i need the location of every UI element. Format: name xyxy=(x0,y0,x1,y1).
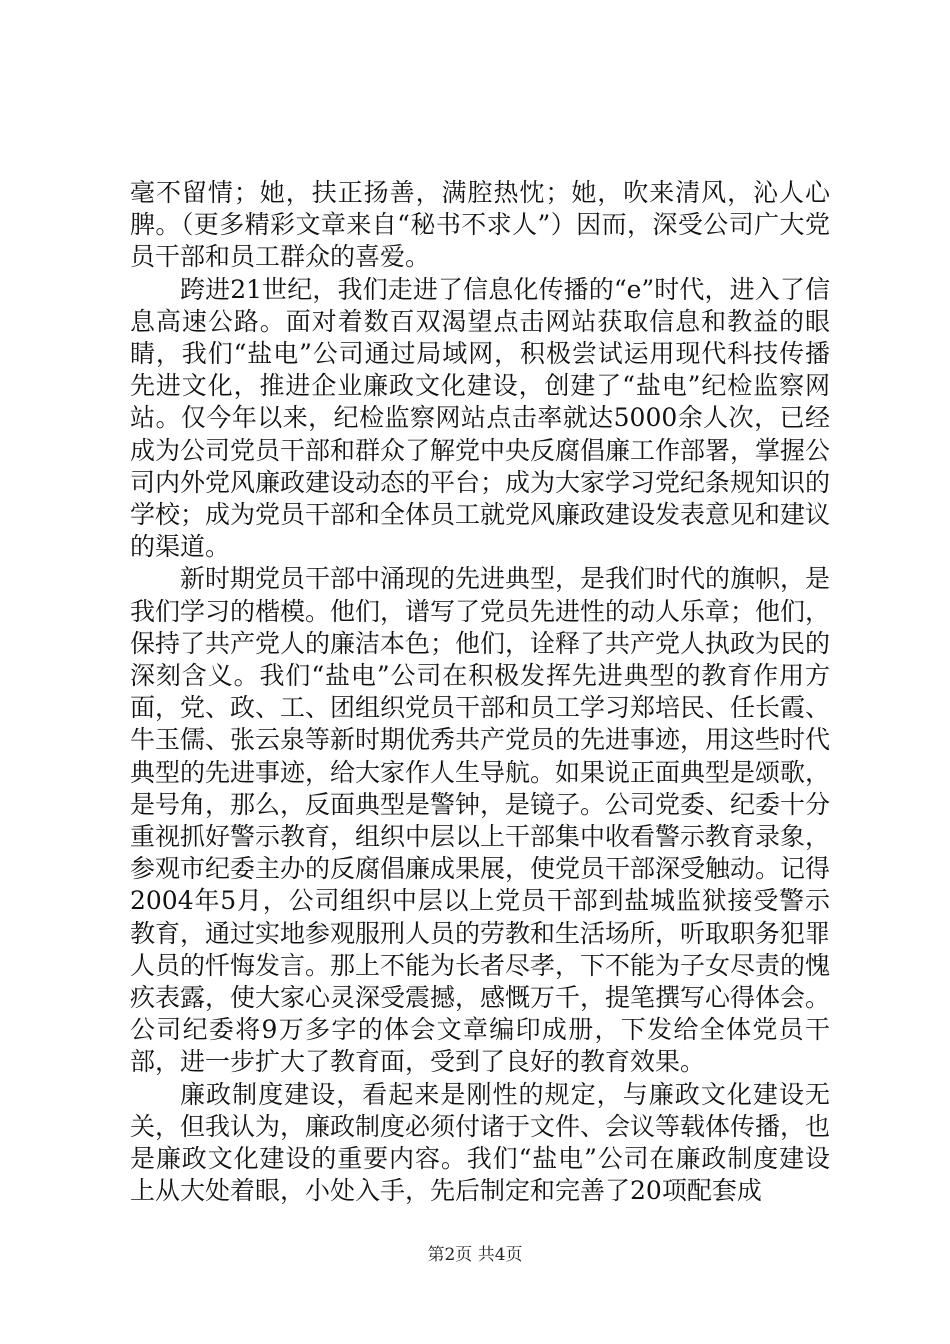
paragraph-continuation: 毫不留情；她，扶正扬善，满腔热忱；她，吹来清风，沁人心脾。（更多精彩文章来自“秘书不求人”）因而，深受公司广大党员干部和员工群众的喜爱。 xyxy=(130,178,830,272)
paragraph-exemplars: 新时期党员干部中涌现的先进典型，是我们时代的旗帜，是我们学习的楷模。他们，谱写了党员先进性的动人乐章；他们，保持了共产党人的廉洁本色；他们，诠释了共产党人执政为民的深刻含义。我们“盐电”公司在积极发挥先进典型的教育作用方面，党、政、工、团组织党员干部和员工学习郑培民、任长霞、牛玉儒、张云泉等新时期优秀共产党员的先进事迹，用这些时代典型的先进事迹，给大家作人生导航。如果说正面典型是颂歌，是号角，那么，反面典型是警钟，是镜子。公司党委、纪委十分重视抓好警示教育，组织中层以上干部集中收看警示教育录象，参观市纪委主办的反腐倡廉成果展，使党员干部深受触动。记得2004年5月，公司组织中层以上党员干部到盐城监狱接受警示教育，通过实地参观服刑人员的劳教和生活场所，听取职务犯罪人员的忏悔发言。那上不能为长者尽孝，下不能为子女尽责的愧疚表露，使大家心灵深受震撼，感慨万千，提笔撰写心得体会。公司纪委将9万多字的体会文章编印成册，下发给全体党员干部，进一步扩大了教育面，受到了良好的教育效果。 xyxy=(130,564,831,1077)
page-footer: 第2页 共4页 xyxy=(427,1245,523,1265)
paragraph-internet-era: 跨进21世纪，我们走进了信息化传播的“e”时代，进入了信息高速公路。面对着数百双渴望点击网站获取信息和教益的眼睛，我们“盐电”公司通过局域网，积极尝试运用现代科技传播先进文化，推进企业廉政文化建设，创建了“盐电”纪检监察网站。仅今年以来，纪检监察网站点击率就达5000余人次，已经成为公司党员干部和群众了解党中央反腐倡廉工作部署，掌握公司内外党风廉政建设动态的平台；成为大家学习党纪条规知识的学校；成为党员干部和全体员工就党风廉政建设发表意见和建议的渠道。 xyxy=(130,274,831,562)
document-body xyxy=(130,177,830,1208)
paragraph-institution-building: 廉政制度建设，看起来是刚性的规定，与廉政文化建设无关，但我认为，廉政制度必须付诸于文件、会议等载体传播，也是廉政文化建设的重要内容。我们“盐电”公司在廉政制度建设上从大处着眼，小处入手，先后制定和完善了20项配套成 xyxy=(130,1079,831,1206)
